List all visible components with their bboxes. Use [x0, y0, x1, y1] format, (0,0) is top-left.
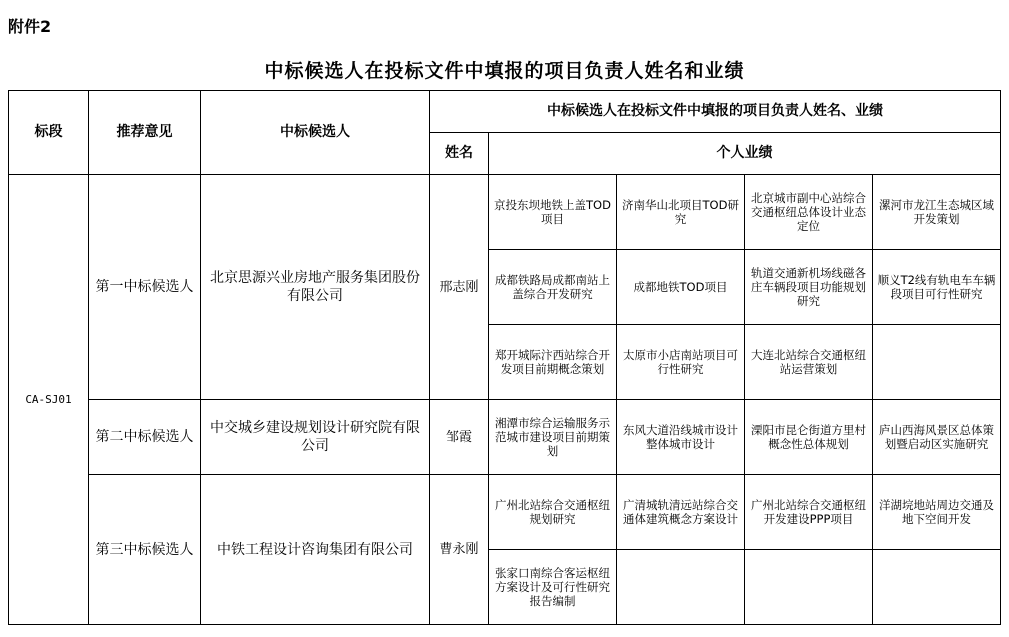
table-row — [9, 400, 1001, 475]
table-row — [9, 175, 1001, 250]
header-performance: 个人业绩 — [489, 133, 1001, 175]
candidate-person: 邹霞 — [430, 400, 489, 475]
performance-cell: 广清城轨清远站综合交通体建筑概念方案设计 — [617, 475, 745, 550]
header-recommendation: 推荐意见 — [89, 91, 201, 175]
candidate-rank: 第二中标候选人 — [89, 400, 201, 475]
candidate-company: 中交城乡建设规划设计研究院有限公司 — [201, 400, 430, 475]
annex-label: 附件2 — [8, 17, 52, 36]
candidate-company: 北京思源兴业房地产服务集团股份有限公司 — [201, 175, 430, 400]
performance-cell: 郑开城际汴西站综合开发项目前期概念策划 — [489, 325, 617, 400]
table-row — [9, 475, 1001, 550]
header-group: 中标候选人在投标文件中填报的项目负责人姓名、业绩 — [430, 91, 1001, 133]
header-candidate: 中标候选人 — [201, 91, 430, 175]
performance-cell: 广州北站综合交通枢纽开发建设PPP项目 — [745, 475, 873, 550]
candidate-rank: 第三中标候选人 — [89, 475, 201, 625]
performance-cell: 成都地铁TOD项目 — [617, 250, 745, 325]
performance-cell — [745, 550, 873, 625]
page-title: 中标候选人在投标文件中填报的项目负责人姓名和业绩 — [264, 60, 745, 82]
candidate-table — [8, 90, 1001, 625]
performance-cell: 成都铁路局成都南站上盖综合开发研究 — [489, 250, 617, 325]
performance-cell: 溧阳市昆仑街道方里村概念性总体规划 — [745, 400, 873, 475]
performance-cell: 太原市小店南站项目可行性研究 — [617, 325, 745, 400]
performance-cell: 漯河市龙江生态城区域开发策划 — [873, 175, 1001, 250]
section-code: CA-SJ01 — [9, 175, 89, 625]
candidate-rank: 第一中标候选人 — [89, 175, 201, 400]
header-name: 姓名 — [430, 133, 489, 175]
performance-cell: 北京城市副中心站综合交通枢纽总体设计业态定位 — [745, 175, 873, 250]
candidate-company: 中铁工程设计咨询集团有限公司 — [201, 475, 430, 625]
performance-cell — [873, 325, 1001, 400]
header-section: 标段 — [9, 91, 89, 175]
performance-cell: 广州北站综合交通枢纽规划研究 — [489, 475, 617, 550]
performance-cell: 大连北站综合交通枢纽站运营策划 — [745, 325, 873, 400]
performance-cell: 张家口南综合客运枢纽方案设计及可行性研究报告编制 — [489, 550, 617, 625]
performance-cell: 洋湖垸地站周边交通及地下空间开发 — [873, 475, 1001, 550]
performance-cell: 京投东坝地铁上盖TOD项目 — [489, 175, 617, 250]
performance-cell: 轨道交通新机场线磁各庄车辆段项目功能规划研究 — [745, 250, 873, 325]
performance-cell: 顺义T2线有轨电车车辆段项目可行性研究 — [873, 250, 1001, 325]
performance-cell: 东风大道沿线城市设计整体城市设计 — [617, 400, 745, 475]
performance-cell: 湘潭市综合运输服务示范城市建设项目前期策划 — [489, 400, 617, 475]
performance-cell: 济南华山北项目TOD研究 — [617, 175, 745, 250]
candidate-person: 曹永刚 — [430, 475, 489, 625]
performance-cell — [873, 550, 1001, 625]
performance-cell — [617, 550, 745, 625]
header-row-1 — [9, 91, 1001, 133]
performance-cell: 庐山西海风景区总体策划暨启动区实施研究 — [873, 400, 1001, 475]
candidate-person: 邢志刚 — [430, 175, 489, 400]
